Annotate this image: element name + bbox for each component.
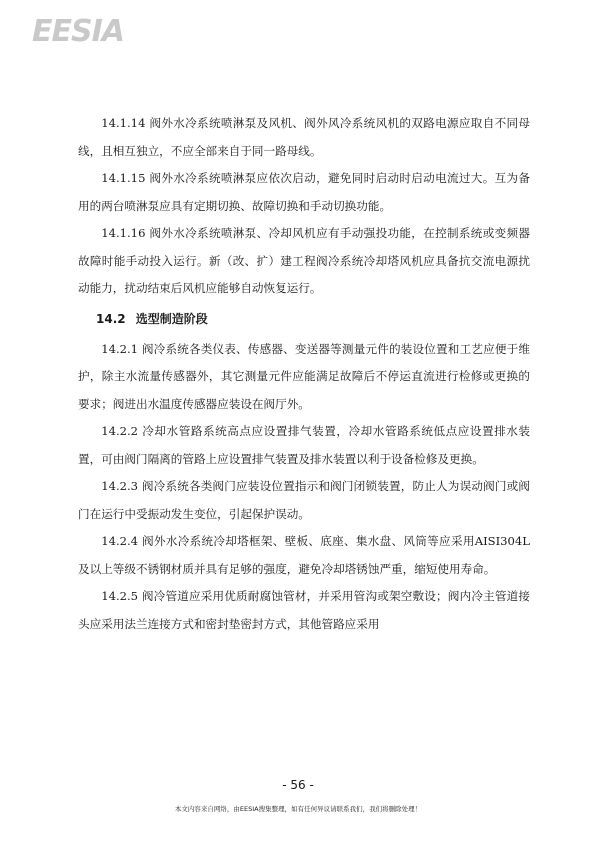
clause-text: 阀冷管道应采用优质耐腐蚀管材，并采用管沟或架空敷设；阀内冷主管道接头应采用法兰连接方式和密封垫密封方式，其他管路应采用 [78, 589, 530, 631]
clause-paragraph [78, 336, 530, 419]
footer-disclaimer: 本文内容来自网络，由EESIA搜集整理，如有任何异议请联系我们，我们将删除处理！ [174, 805, 422, 813]
clause-number: 14.1.14 [101, 116, 150, 130]
document-body [78, 110, 530, 638]
clause-number: 14.1.16 [101, 226, 150, 240]
section-heading [96, 306, 530, 332]
clause-text: 阀外水冷系统喷淋泵应依次启动，避免同时启动时启动电流过大。互为备用的两台喷淋泵应具有定期切换、故障切换和手动切换功能。 [78, 171, 530, 213]
clause-paragraph [78, 418, 530, 473]
clause-text: 阀外水冷系统喷淋泵、冷却风机应有手动强投功能，在控制系统或变频器故障时能手动投入运行。新（改、扩）建工程阀冷系统冷却塔风机应具备抗交流电源扰动能力，扰动结束后风机应能够自动恢复运行。 [78, 226, 530, 295]
clause-text: 阀冷系统各类仪表、传感器、变送器等测量元件的装设位置和工艺应便于维护，除主水流量传感器外，其它测量元件应能满足故障后不停运直流进行检修或更换的要求；阀进出水温度传感器应装设在阀厅外。 [78, 341, 530, 411]
clause-paragraph [78, 583, 530, 638]
clause-number: 14.1.15 [101, 171, 150, 185]
clause-paragraph [78, 528, 530, 583]
clause-text: 冷却水管路系统高点应设置排气装置，冷却水管路系统低点应设置排水装置，可由阀门隔离的管路上应设置排气装置及排水装置以利于设备检修及更换。 [78, 424, 530, 466]
clause-number: 14.2.2 [101, 424, 143, 438]
clause-paragraph [78, 110, 530, 165]
paragraph-group-14-2 [78, 336, 530, 639]
clause-paragraph [78, 165, 530, 220]
section-number: 14.2 [96, 311, 126, 326]
clause-number: 14.2.3 [101, 479, 142, 493]
clause-number: 14.2.1 [101, 341, 142, 356]
clause-paragraph [78, 473, 530, 528]
page-number: - 56 - [282, 778, 314, 792]
clause-text: 阀外水冷系统喷淋泵及风机、阀外风冷系统风机的双路电源应取自不同母线，且相互独立，不应全部来自于同一路母线。 [78, 116, 530, 158]
section-title: 选型制造阶段 [135, 311, 208, 326]
paragraph-group-14-1 [78, 110, 530, 303]
clause-number: 14.2.5 [101, 589, 142, 603]
clause-text: 阀冷系统各类阀门应装设位置指示和阀门闭锁装置，防止人为误动阀门或阀门在运行中受振动发生变位，引起保护误动。 [78, 479, 530, 521]
logo-graphic [30, 8, 150, 48]
clause-text: 阀外水冷系统冷却塔框架、壁板、底座、集水盘、风筒等应采用AISI304L及以上等级不锈钢材质并具有足够的强度，避免冷却塔锈蚀严重，缩短使用寿命。 [78, 534, 531, 576]
logo-wordmark: EESIA [32, 14, 124, 48]
eesia-logo [30, 8, 150, 48]
clause-number: 14.2.4 [101, 534, 143, 548]
clause-paragraph [78, 220, 530, 303]
